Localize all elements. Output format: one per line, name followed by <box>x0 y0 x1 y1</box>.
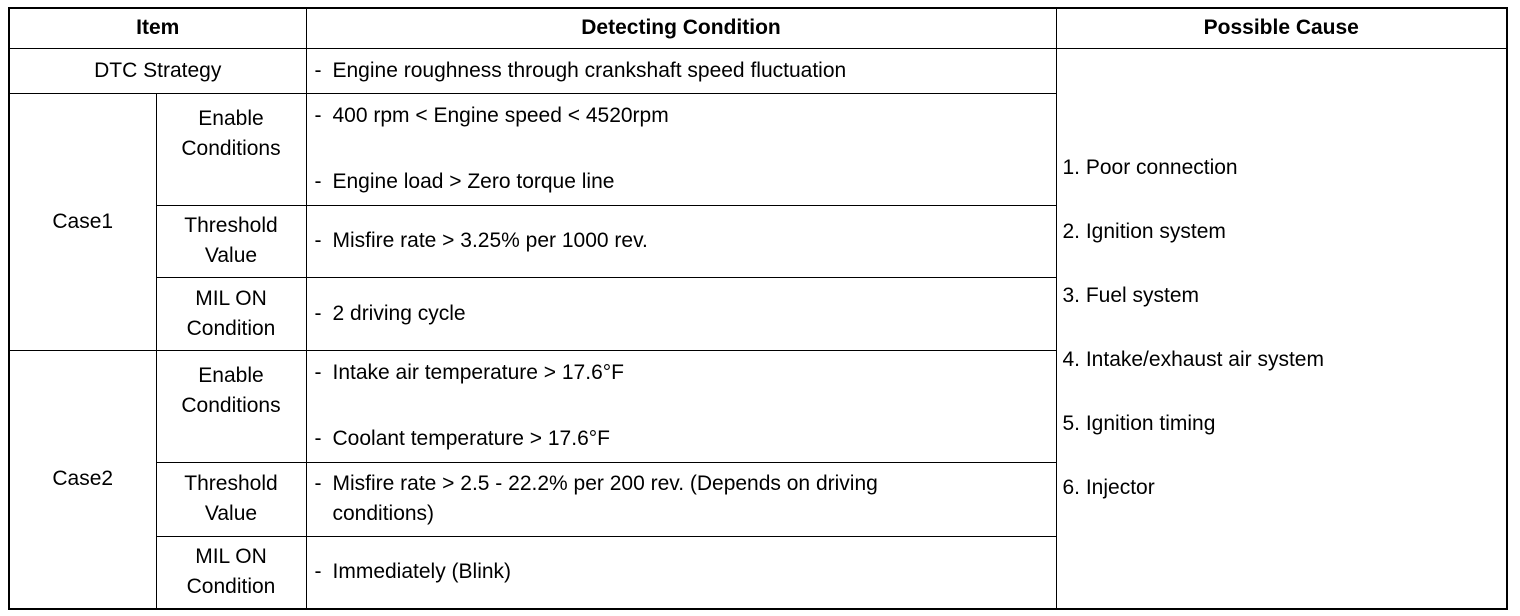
case2-threshold: - Misfire rate > 2.5 - 22.2% per 200 rev. (Depends on driving conditions) <box>306 462 1056 536</box>
case1-enable-conditions: - 400 rpm < Engine speed < 4520rpm - Engine load > Zero torque line <box>306 93 1056 205</box>
case2-enable-conditions: - Intake air temperature > 17.6°F - Coolant temperature > 17.6°F <box>306 350 1056 462</box>
cause-item: 5. Ignition timing <box>1062 412 1216 436</box>
header-detecting-condition: Detecting Condition <box>306 8 1056 48</box>
bullet-dash: - <box>314 58 322 82</box>
header-item: Item <box>9 8 306 48</box>
cause-item: 4. Intake/exhaust air system <box>1062 348 1324 372</box>
cause-item: 1. Poor connection <box>1062 156 1238 180</box>
case1-enable-2: Engine load > Zero torque line <box>332 170 615 193</box>
cause-item: 2. Ignition system <box>1062 220 1226 244</box>
strategy-row <box>9 48 1507 93</box>
case1-mil: - 2 driving cycle <box>306 277 1056 350</box>
header-possible-cause: Possible Cause <box>1056 8 1507 48</box>
case2-enable-2: Coolant temperature > 17.6°F <box>332 427 610 450</box>
case2-enable-label: Enable Conditions <box>156 350 306 462</box>
case1-enable-1: 400 rpm < Engine speed < 4520rpm <box>332 104 669 127</box>
strategy-text-cell <box>306 48 1056 93</box>
cause-item: 3. Fuel system <box>1062 284 1200 308</box>
case1-threshold: - Misfire rate > 3.25% per 1000 rev. <box>306 205 1056 277</box>
case2-label: Case2 <box>9 350 156 609</box>
dtc-table <box>8 7 1508 610</box>
case1-enable-label: Enable Conditions <box>156 93 306 205</box>
case2-enable-1: Intake air temperature > 17.6°F <box>332 361 624 384</box>
strategy-label: DTC Strategy <box>9 48 306 93</box>
case1-label: Case1 <box>9 93 156 350</box>
case2-mil-label: MIL ON Condition <box>156 536 306 609</box>
header-row <box>9 8 1507 48</box>
cause-item: 6. Injector <box>1062 476 1155 500</box>
case1-threshold-label: Threshold Value <box>156 205 306 277</box>
strategy-text: Engine roughness through crankshaft speed fluctuation <box>332 58 847 82</box>
case2-threshold-label: Threshold Value <box>156 462 306 536</box>
possible-cause-cell <box>1056 48 1507 609</box>
case1-mil-label: MIL ON Condition <box>156 277 306 350</box>
case2-mil: - Immediately (Blink) <box>306 536 1056 609</box>
